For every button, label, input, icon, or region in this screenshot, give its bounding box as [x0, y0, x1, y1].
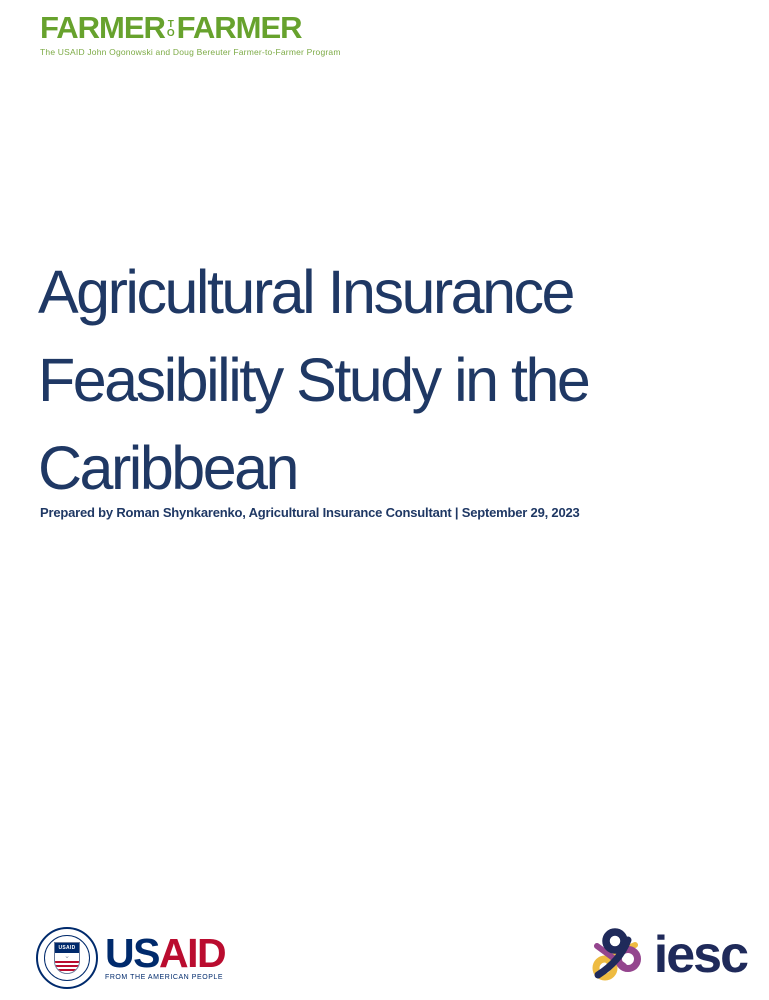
farmer-to-farmer-tagline: The USAID John Ogonowski and Doug Bereuter Farmer-to-Farmer Program	[40, 47, 341, 57]
farmer-word-right: FARMER	[176, 10, 302, 45]
usaid-wordmark-block	[105, 930, 226, 981]
usaid-wordmark-us: US	[105, 930, 159, 976]
farmer-to-stack	[167, 18, 175, 38]
farmer-to-stack-top: T	[167, 19, 174, 30]
report-title-line-3: Caribbean	[38, 434, 297, 502]
usaid-wordmark	[105, 930, 226, 976]
farmer-to-farmer-wordmark	[40, 12, 341, 44]
usaid-logo	[36, 927, 225, 989]
iesc-logo	[590, 927, 747, 987]
iesc-mark-icon	[590, 927, 646, 987]
usaid-seal-label: USAID	[55, 943, 79, 953]
iesc-wordmark: iesc	[653, 926, 747, 984]
farmer-to-stack-bottom: O	[166, 28, 175, 39]
farmer-word-left: FARMER	[40, 10, 165, 45]
farmer-to-farmer-logo	[40, 12, 341, 57]
usaid-seal-icon	[36, 927, 98, 989]
usaid-eagle-icon: ⌄	[64, 953, 70, 960]
report-title	[38, 248, 588, 512]
report-byline: Prepared by Roman Shynkarenko, Agricultural Insurance Consultant | September 29, 2023	[40, 505, 580, 520]
usaid-stripes	[55, 961, 79, 974]
usaid-wordmark-aid: AID	[158, 930, 226, 976]
usaid-tagline: FROM THE AMERICAN PEOPLE	[105, 974, 224, 981]
report-title-line-2: Feasibility Study in the	[38, 346, 589, 414]
usaid-shield-icon	[54, 942, 80, 974]
report-title-line-1: Agricultural Insurance	[38, 258, 573, 326]
